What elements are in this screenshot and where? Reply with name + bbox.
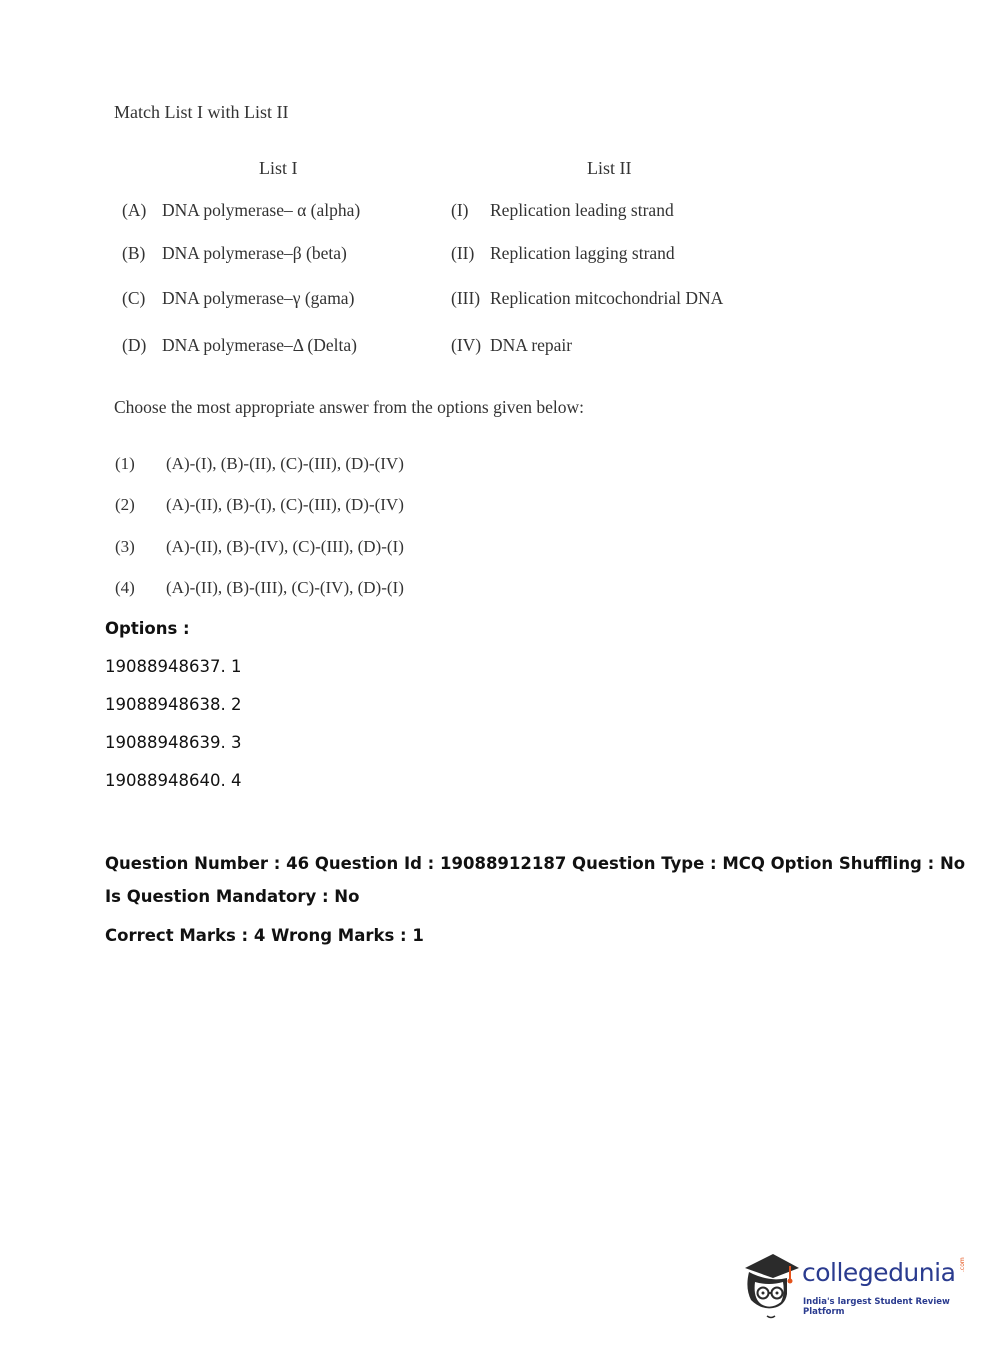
list2-item-2-text: Replication lagging strand	[490, 243, 675, 263]
question-marks-line: Correct Marks : 4 Wrong Marks : 1	[105, 926, 424, 945]
question-prompt: Choose the most appropriate answer from the options given below:	[114, 397, 584, 417]
list2-item-1-text: Replication leading strand	[490, 200, 674, 220]
choice-2-text: (A)-(II), (B)-(I), (C)-(III), (D)-(IV)	[166, 495, 404, 514]
list2-item-4-label: (IV)	[451, 335, 482, 355]
logo-dotcom: .com	[959, 1257, 966, 1272]
choice-1-number: (1)	[115, 454, 135, 473]
list1-item-b-label: (B)	[122, 243, 146, 263]
list2-item-4-text: DNA repair	[490, 335, 573, 355]
choice-2-number: (2)	[115, 495, 135, 514]
collegedunia-logo	[741, 1248, 971, 1320]
choice-1-text: (A)-(I), (B)-(II), (C)-(III), (D)-(IV)	[166, 454, 404, 473]
list2-item-2-label: (II)	[451, 243, 475, 263]
list2-heading: List II	[587, 158, 632, 178]
choice-4-number: (4)	[115, 578, 135, 597]
list2-item-1-label: (I)	[451, 200, 469, 220]
list1-item-a-text: DNA polymerase– α (alpha)	[162, 200, 361, 220]
question-meta-line: Question Number : 46 Question Id : 19088912187 Question Type : MCQ Option Shuffling : No	[105, 854, 966, 873]
list1-item-a-label: (A)	[122, 200, 147, 220]
choice-3-text: (A)-(II), (B)-(IV), (C)-(III), (D)-(I)	[166, 537, 404, 556]
choice-3-number: (3)	[115, 537, 135, 556]
list1-item-d-text: DNA polymerase–Δ (Delta)	[162, 335, 357, 355]
logo-wordmark: collegedunia	[802, 1258, 956, 1287]
list1-item-c-label: (C)	[122, 288, 146, 308]
choice-4-text: (A)-(II), (B)-(III), (C)-(IV), (D)-(I)	[166, 578, 404, 597]
logo-tagline: India's largest Student Review Platform	[803, 1297, 950, 1317]
list1-item-b-text: DNA polymerase–β (beta)	[162, 243, 347, 263]
options-heading: Options :	[105, 619, 190, 638]
list1-item-d-label: (D)	[122, 335, 147, 355]
option-id-4: 19088948640. 4	[105, 771, 242, 790]
question-mandatory-line: Is Question Mandatory : No	[105, 887, 360, 906]
option-id-3: 19088948639. 3	[105, 733, 242, 752]
question-intro: Match List I with List II	[114, 102, 289, 122]
list1-heading: List I	[259, 158, 298, 178]
list2-item-3-label: (III)	[451, 288, 481, 308]
mascot-icon	[741, 1248, 803, 1320]
list1-item-c-text: DNA polymerase–γ (gama)	[162, 288, 355, 308]
option-id-1: 19088948637. 1	[105, 657, 242, 676]
option-id-2: 19088948638. 2	[105, 695, 242, 714]
list2-item-3-text: Replication mitcochondrial DNA	[490, 288, 724, 308]
